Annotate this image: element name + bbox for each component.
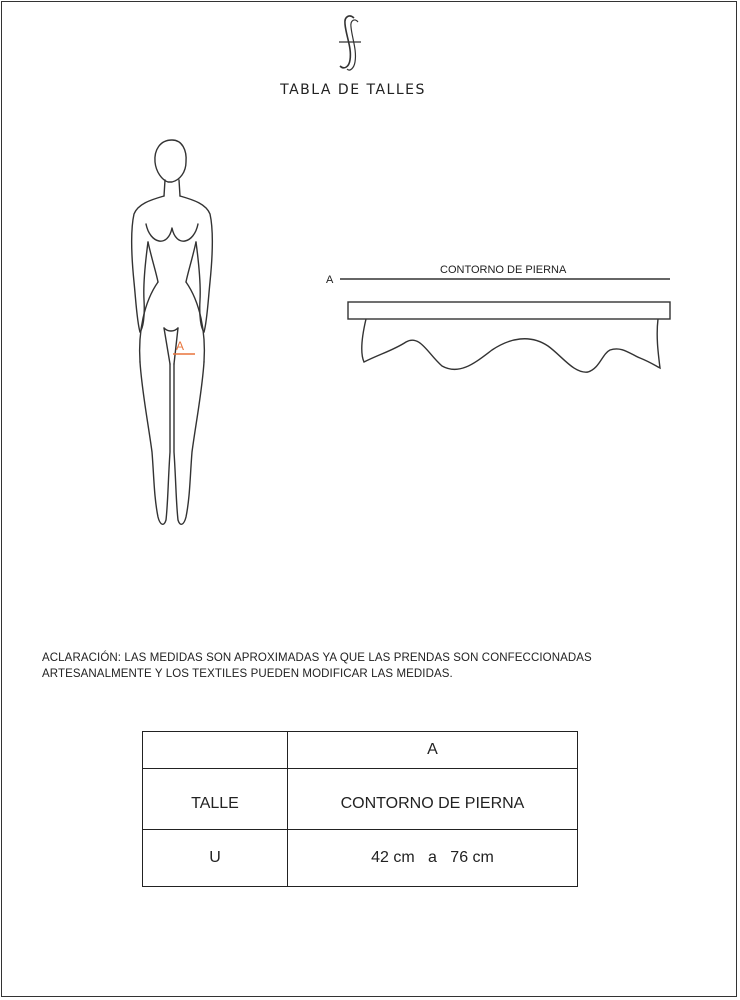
measure-column-header: CONTORNO DE PIERNA xyxy=(288,769,578,830)
disclaimer-line-2: ARTESANALMENTE Y LOS TEXTILES PUEDEN MODIFICAR LAS MEDIDAS. xyxy=(42,668,453,680)
page-title: TABLA DE TALLES xyxy=(280,82,426,98)
disclaimer-note xyxy=(42,650,682,682)
table-row xyxy=(143,830,578,887)
measure-min: 42 cm xyxy=(371,849,415,866)
table-row xyxy=(143,732,578,769)
brand-logo xyxy=(320,12,380,74)
size-value: U xyxy=(143,830,288,887)
measure-letter-header: A xyxy=(288,732,578,769)
measure-label: CONTORNO DE PIERNA xyxy=(440,264,567,276)
measure-marker-letter: A xyxy=(326,274,334,286)
size-column-header: TALLE xyxy=(143,769,288,830)
measure-connector: a xyxy=(428,849,437,866)
disclaimer-line-1: ACLARACIÓN: LAS MEDIDAS SON APROXIMADAS YA QUE LAS PRENDAS SON CONFECCIONADAS xyxy=(42,652,592,664)
measure-max: 76 cm xyxy=(450,849,494,866)
body-figure-illustration xyxy=(110,132,240,532)
table-row xyxy=(143,769,578,830)
leg-contour-diagram xyxy=(320,258,680,378)
table-cell-empty xyxy=(143,732,288,769)
size-table xyxy=(142,731,578,887)
body-measure-marker: A xyxy=(176,339,185,353)
measure-range-value xyxy=(288,830,578,887)
